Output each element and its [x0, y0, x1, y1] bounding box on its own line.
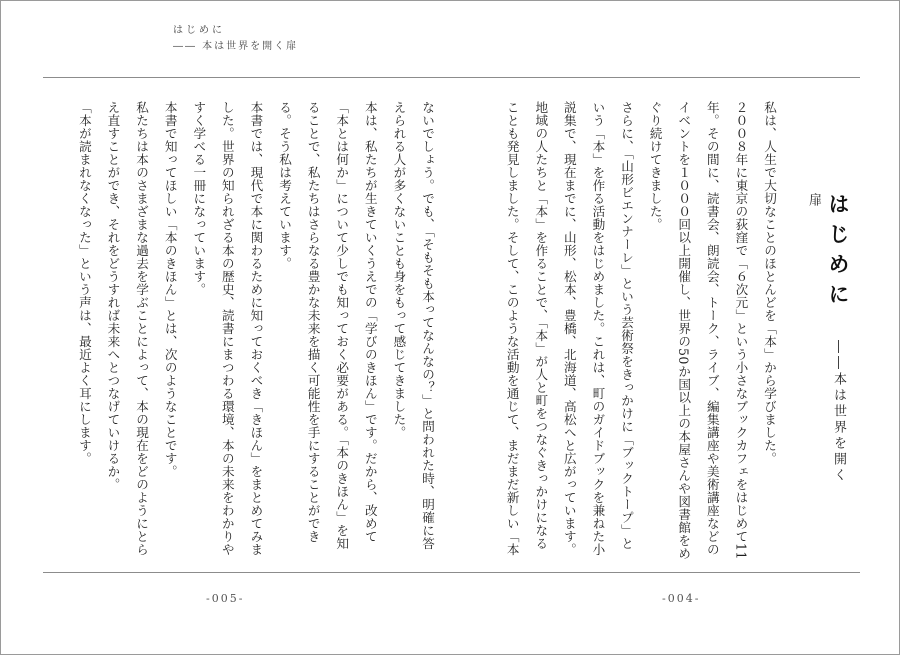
chapter-title: はじめに [826, 193, 851, 313]
left-page-body [41, 101, 441, 561]
top-rule [43, 77, 860, 78]
bottom-rule [43, 572, 860, 573]
paragraph: 本書では、現代で本に関わるために知っておくべき「きほん」をまとめてみました。世界の知られざる本の歴史、読書にまつわる環境、本の未来をわかりやすく学べる一冊になっています。 [191, 101, 264, 556]
page-number-right: -004- [662, 592, 701, 605]
running-head [173, 23, 298, 55]
right-page-body [497, 101, 783, 561]
running-head-title: はじめに [173, 25, 225, 36]
paragraph: ないでしょう。でも、「そもそも本ってなんなの？」と問われた時、明確に答えられる人が多くないことも身をもって感じてきました。 [391, 101, 435, 550]
chapter-subtitle: ――本は世界を開く扉 [806, 193, 846, 485]
paragraph: ２００８年に東京の荻窪で「６次元」という小さなブックカフェをはじめて11年。その間に、読書会、朗読会、トーク、ライブ、編集講座や美術講座などのイベントを１０００回以上開催し、世界の50か国以上の本屋さんや図書館をめぐり続けてきました。 [647, 101, 749, 560]
paragraph: 本書で知ってほしい「本のきほん」とは、次のようなことです。 [162, 101, 178, 478]
page-number-left: -005- [206, 592, 245, 605]
paragraph: 私は、人生で大切なことのほとんどを「本」から学びました。 [762, 101, 777, 465]
paragraph: 「本が読まれなくなった」という声は、最近よく耳にします。 [76, 101, 92, 465]
paragraph: さらに、「山形ビエンナーレ」という芸術祭をきっかけに「ブックトープ」という「本」を作る活動をはじめました。これは、町のガイドブックを兼ねた小説集で、現在までに、山形、松本、豊橋、北海道、高松へと広がっています。地域の人たちと「本」を作ることで、「本」が人と町をつなぐきっかけになることも発見しました。そして、このような活動を通じて、まだまだ新しい「本 [504, 101, 635, 556]
paragraph: 本は、私たちが生きていくうえでの「学びのきほん」です。だから、改めて「本とは何か」について少しでも知っておく必要がある。「本のきほん」を知ることで、私たちはさらなる豊かな未来を描く可能性を手にすることができる。そう私は考えています。 [277, 101, 378, 550]
running-head-subtitle: ―― 本は世界を開く扉 [173, 41, 299, 52]
chapter-heading [801, 193, 853, 493]
paragraph: 私たちは本のさまざまな過去を学ぶことによって、本の現在をどのようにとらえ直すことができ、それをどうすれば未来へとつなげていけるか。 [105, 101, 150, 556]
